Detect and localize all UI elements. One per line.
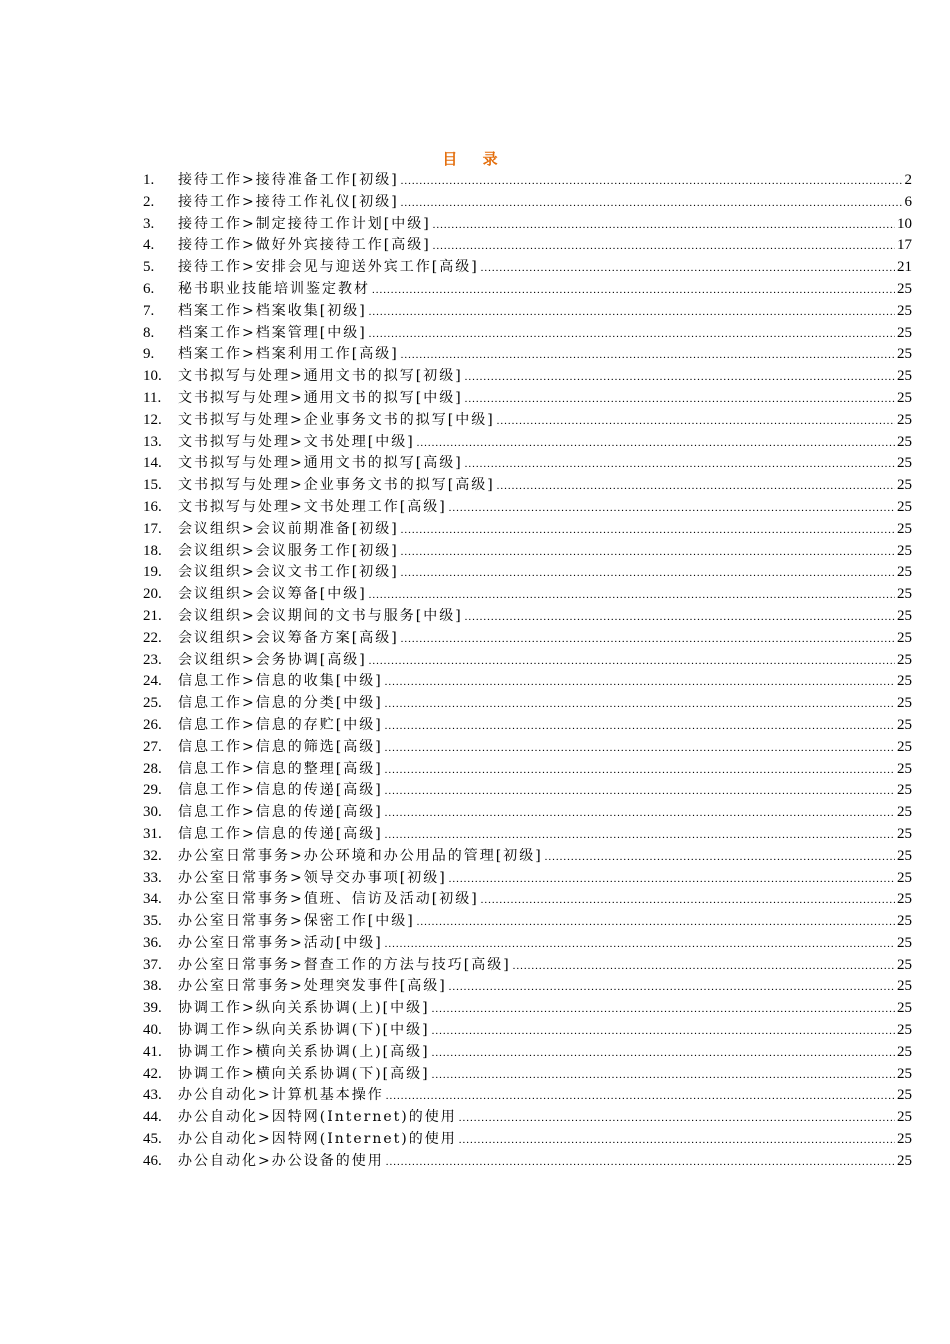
toc-entry[interactable] bbox=[143, 344, 912, 366]
toc-entry[interactable] bbox=[143, 780, 912, 802]
toc-entry-page: 17 bbox=[897, 237, 912, 254]
toc-entry[interactable] bbox=[143, 388, 912, 410]
toc-entry-page: 25 bbox=[897, 520, 912, 537]
toc-entry[interactable] bbox=[143, 453, 912, 475]
toc-entry[interactable] bbox=[143, 715, 912, 737]
toc-dot-leader bbox=[385, 934, 895, 956]
toc-entry-page: 25 bbox=[897, 1000, 912, 1017]
toc-entry[interactable] bbox=[143, 889, 912, 911]
toc-entry-page: 25 bbox=[897, 1043, 912, 1060]
toc-dot-leader bbox=[465, 607, 895, 629]
toc-dot-leader bbox=[432, 1021, 895, 1043]
toc-dot-leader bbox=[385, 716, 895, 738]
toc-entry-title: 办公室日常事务>值班、信访及活动[初级] bbox=[178, 891, 479, 908]
toc-dot-leader bbox=[432, 1043, 895, 1065]
toc-entry-page: 25 bbox=[897, 1087, 912, 1104]
toc-entry[interactable] bbox=[143, 868, 912, 890]
toc-entry-page: 25 bbox=[897, 433, 912, 450]
toc-entry-title: 文书拟写与处理>文书处理[中级] bbox=[178, 433, 415, 450]
toc-entry-number: 39. bbox=[143, 1000, 162, 1017]
toc-entry[interactable] bbox=[143, 650, 912, 672]
toc-entry-number: 41. bbox=[143, 1043, 162, 1060]
toc-entry-title: 档案工作>档案利用工作[高级] bbox=[178, 346, 399, 363]
toc-entry-number: 4. bbox=[143, 237, 155, 254]
toc-entry-title: 文书拟写与处理>通用文书的拟写[初级] bbox=[178, 368, 463, 385]
toc-entry[interactable] bbox=[143, 192, 912, 214]
toc-dot-leader bbox=[432, 999, 895, 1021]
toc-entry-page: 25 bbox=[897, 346, 912, 363]
toc-entry-number: 28. bbox=[143, 760, 162, 777]
toc-entry-number: 22. bbox=[143, 629, 162, 646]
toc-entry-title: 信息工作>信息的传递[高级] bbox=[178, 782, 383, 799]
toc-entry-page: 25 bbox=[897, 1109, 912, 1126]
toc-entry-page: 25 bbox=[897, 978, 912, 995]
toc-entry[interactable] bbox=[143, 1151, 912, 1173]
toc-entry[interactable] bbox=[143, 737, 912, 759]
toc-entry-title: 文书拟写与处理>通用文书的拟写[中级] bbox=[178, 389, 463, 406]
toc-dot-leader bbox=[433, 236, 895, 258]
toc-entry-number: 40. bbox=[143, 1022, 162, 1039]
toc-entry-number: 18. bbox=[143, 542, 162, 559]
toc-entry-number: 8. bbox=[143, 324, 155, 341]
toc-entry-number: 32. bbox=[143, 847, 162, 864]
toc-dot-leader bbox=[369, 585, 895, 607]
toc-dot-leader bbox=[369, 302, 895, 324]
toc-dot-leader bbox=[465, 367, 895, 389]
toc-dot-leader bbox=[417, 433, 895, 455]
toc-entry-title: 文书拟写与处理>通用文书的拟写[高级] bbox=[178, 455, 463, 472]
toc-entry-title: 信息工作>信息的收集[中级] bbox=[178, 673, 383, 690]
toc-entry[interactable] bbox=[143, 606, 912, 628]
toc-entry-title: 接待工作>安排会见与迎送外宾工作[高级] bbox=[178, 259, 479, 276]
toc-entry-page: 25 bbox=[897, 455, 912, 472]
toc-entry-number: 35. bbox=[143, 913, 162, 930]
toc-entry-page: 25 bbox=[897, 389, 912, 406]
toc-entry-page: 25 bbox=[897, 913, 912, 930]
toc-entry-title: 信息工作>信息的传递[高级] bbox=[178, 804, 383, 821]
toc-entry-number: 37. bbox=[143, 956, 162, 973]
toc-entry[interactable] bbox=[143, 802, 912, 824]
toc-entry[interactable] bbox=[143, 410, 912, 432]
toc-dot-leader bbox=[401, 520, 895, 542]
toc-entry-title: 办公自动化>办公设备的使用 bbox=[178, 1152, 384, 1169]
toc-entry-page: 25 bbox=[897, 498, 912, 515]
toc-entry-number: 21. bbox=[143, 607, 162, 624]
toc-entry-page: 6 bbox=[904, 193, 912, 210]
toc-dot-leader bbox=[497, 476, 895, 498]
toc-entry[interactable] bbox=[143, 824, 912, 846]
toc-entry[interactable] bbox=[143, 475, 912, 497]
toc-entry-page: 25 bbox=[897, 673, 912, 690]
toc-entry-title: 协调工作>纵向关系协调(上)[中级] bbox=[178, 1000, 430, 1017]
toc-entry-number: 46. bbox=[143, 1152, 162, 1169]
toc-entry-title: 协调工作>横向关系协调(上)[高级] bbox=[178, 1043, 430, 1060]
toc-entry-page: 25 bbox=[897, 825, 912, 842]
toc-entry[interactable] bbox=[143, 584, 912, 606]
toc-entry-page: 25 bbox=[897, 542, 912, 559]
toc-dot-leader bbox=[385, 738, 895, 760]
toc-dot-leader bbox=[459, 1130, 895, 1152]
toc-entry[interactable] bbox=[143, 235, 912, 257]
toc-entry[interactable] bbox=[143, 432, 912, 454]
toc-entry-title: 办公自动化>因特网(Internet)的使用 bbox=[178, 1109, 457, 1126]
toc-entry-page: 25 bbox=[897, 934, 912, 951]
toc-entry-page: 25 bbox=[897, 716, 912, 733]
toc-entry-number: 24. bbox=[143, 673, 162, 690]
toc-entry-title: 会议组织>会议前期准备[初级] bbox=[178, 520, 399, 537]
toc-entry[interactable] bbox=[143, 1085, 912, 1107]
toc-entry-number: 42. bbox=[143, 1065, 162, 1082]
toc-dot-leader bbox=[401, 171, 903, 193]
toc-entry-page: 25 bbox=[897, 738, 912, 755]
toc-entry[interactable] bbox=[143, 955, 912, 977]
toc-entry-title: 会议组织>会议筹备[中级] bbox=[178, 586, 367, 603]
toc-entry-title: 文书拟写与处理>企业事务文书的拟写[高级] bbox=[178, 477, 495, 494]
toc-entry[interactable] bbox=[143, 170, 912, 192]
toc-dot-leader bbox=[385, 672, 895, 694]
toc-entry-title: 会议组织>会议服务工作[初级] bbox=[178, 542, 399, 559]
toc-entry-title: 会议组织>会议文书工作[初级] bbox=[178, 564, 399, 581]
toc-entry-number: 31. bbox=[143, 825, 162, 842]
toc-entry-number: 26. bbox=[143, 716, 162, 733]
toc-entry-title: 接待工作>接待准备工作[初级] bbox=[178, 172, 399, 188]
toc-entry-page: 25 bbox=[897, 302, 912, 319]
toc-entry-number: 16. bbox=[143, 498, 162, 515]
toc-entry-title: 接待工作>接待工作礼仪[初级] bbox=[178, 193, 399, 210]
toc-entry-title: 协调工作>横向关系协调(下)[高级] bbox=[178, 1065, 430, 1082]
toc-entry-title: 文书拟写与处理>企业事务文书的拟写[中级] bbox=[178, 411, 495, 428]
toc-entry-title: 办公室日常事务>活动[中级] bbox=[178, 934, 383, 951]
toc-dot-leader bbox=[417, 912, 895, 934]
toc-entry[interactable] bbox=[143, 541, 912, 563]
toc-entry-page: 25 bbox=[897, 782, 912, 799]
toc-entry-title: 协调工作>纵向关系协调(下)[中级] bbox=[178, 1022, 430, 1039]
toc-entry-title: 信息工作>信息的传递[高级] bbox=[178, 825, 383, 842]
toc-entry-number: 17. bbox=[143, 520, 162, 537]
toc-dot-leader bbox=[433, 215, 895, 237]
toc-entry-number: 29. bbox=[143, 782, 162, 799]
toc-entry[interactable] bbox=[143, 301, 912, 323]
toc-dot-leader bbox=[401, 563, 895, 585]
toc-entry-title: 档案工作>档案管理[中级] bbox=[178, 324, 367, 341]
toc-dot-leader bbox=[449, 977, 895, 999]
toc-entry-page: 25 bbox=[897, 847, 912, 864]
toc-dot-leader bbox=[459, 1108, 895, 1130]
toc-entry-page: 25 bbox=[897, 760, 912, 777]
toc-entry-number: 19. bbox=[143, 564, 162, 581]
toc-entry-title: 文书拟写与处理>文书处理工作[高级] bbox=[178, 498, 447, 515]
toc-entry[interactable] bbox=[143, 323, 912, 345]
toc-dot-leader bbox=[385, 825, 895, 847]
toc-entry-page: 2 bbox=[904, 172, 912, 188]
toc-entry-title: 信息工作>信息的分类[中级] bbox=[178, 695, 383, 712]
toc-dot-leader bbox=[385, 694, 895, 716]
toc-entry[interactable] bbox=[143, 693, 912, 715]
toc-entry-page: 25 bbox=[897, 280, 912, 297]
toc-entry-number: 33. bbox=[143, 869, 162, 886]
toc-entry-page: 25 bbox=[897, 1152, 912, 1169]
toc-entry-page: 25 bbox=[897, 477, 912, 494]
toc-entry-number: 27. bbox=[143, 738, 162, 755]
toc-entry-page: 25 bbox=[897, 607, 912, 624]
toc-dot-leader bbox=[513, 956, 895, 978]
toc-entry-title: 秘书职业技能培训鉴定教材 bbox=[178, 280, 370, 297]
toc-dot-leader bbox=[497, 411, 895, 433]
toc-dot-leader bbox=[369, 324, 895, 346]
toc-dot-leader bbox=[386, 1152, 895, 1174]
toc-entry-page: 25 bbox=[897, 368, 912, 385]
toc-dot-leader bbox=[465, 389, 895, 411]
toc-entry-number: 7. bbox=[143, 302, 155, 319]
toc-entry-title: 办公室日常事务>处理突发事件[高级] bbox=[178, 978, 447, 995]
toc-entry-number: 13. bbox=[143, 433, 162, 450]
toc-entry[interactable] bbox=[143, 1064, 912, 1086]
toc-entry-number: 14. bbox=[143, 455, 162, 472]
toc-entry-page: 25 bbox=[897, 564, 912, 581]
toc-dot-leader bbox=[481, 258, 895, 280]
toc-entry-number: 43. bbox=[143, 1087, 162, 1104]
toc-dot-leader bbox=[401, 629, 895, 651]
toc-entry-number: 30. bbox=[143, 804, 162, 821]
toc-entry-number: 23. bbox=[143, 651, 162, 668]
toc-entry[interactable] bbox=[143, 759, 912, 781]
toc-entry-title: 会议组织>会务协调[高级] bbox=[178, 651, 367, 668]
toc-entry-page: 25 bbox=[897, 804, 912, 821]
toc-entry-title: 会议组织>会议筹备方案[高级] bbox=[178, 629, 399, 646]
toc-entry-page: 25 bbox=[897, 629, 912, 646]
toc-entry-page: 25 bbox=[897, 324, 912, 341]
toc-entry-number: 36. bbox=[143, 934, 162, 951]
toc-entry-page: 25 bbox=[897, 586, 912, 603]
toc-entry-title: 办公室日常事务>办公环境和办公用品的管理[初级] bbox=[178, 847, 543, 864]
toc-entry-title: 信息工作>信息的存贮[中级] bbox=[178, 716, 383, 733]
toc-entry[interactable] bbox=[143, 1042, 912, 1064]
toc-entry-page: 25 bbox=[897, 956, 912, 973]
toc-entry-number: 9. bbox=[143, 346, 155, 363]
toc-entry-number: 10. bbox=[143, 368, 162, 385]
toc-entry-number: 11. bbox=[143, 389, 162, 406]
toc-entry-title: 办公自动化>计算机基本操作 bbox=[178, 1087, 384, 1104]
toc-entry-page: 25 bbox=[897, 1022, 912, 1039]
toc-dot-leader bbox=[481, 890, 895, 912]
toc-dot-leader bbox=[401, 345, 895, 367]
toc-dot-leader bbox=[386, 1086, 895, 1108]
toc-entry-title: 办公室日常事务>保密工作[中级] bbox=[178, 913, 415, 930]
toc-entry-number: 20. bbox=[143, 586, 162, 603]
toc-entry[interactable] bbox=[143, 497, 912, 519]
toc-entry-page: 25 bbox=[897, 1065, 912, 1082]
toc-entry[interactable] bbox=[143, 1129, 912, 1151]
toc-entry-title: 办公自动化>因特网(Internet)的使用 bbox=[178, 1131, 457, 1148]
toc-dot-leader bbox=[369, 651, 895, 673]
toc-dot-leader bbox=[449, 869, 895, 891]
toc-entry-number: 3. bbox=[143, 215, 155, 232]
toc-title: 目 录 bbox=[442, 150, 508, 168]
toc-entry[interactable] bbox=[143, 279, 912, 301]
toc-entry-number: 6. bbox=[143, 280, 155, 297]
toc-dot-leader bbox=[545, 847, 895, 869]
toc-entry-page: 25 bbox=[897, 1131, 912, 1148]
toc-entry[interactable] bbox=[143, 1107, 912, 1129]
toc-dot-leader bbox=[385, 760, 895, 782]
toc-entry-page: 25 bbox=[897, 411, 912, 428]
toc-entry-number: 5. bbox=[143, 259, 155, 276]
toc-dot-leader bbox=[401, 193, 903, 215]
toc-entry[interactable] bbox=[143, 366, 912, 388]
toc-entry-number: 2. bbox=[143, 193, 155, 210]
toc-entry-title: 接待工作>做好外宾接待工作[高级] bbox=[178, 237, 431, 254]
toc-entry-number: 38. bbox=[143, 978, 162, 995]
toc-entry-title: 信息工作>信息的筛选[高级] bbox=[178, 738, 383, 755]
toc-entry[interactable] bbox=[143, 257, 912, 279]
toc-entry-title: 办公室日常事务>督查工作的方法与技巧[高级] bbox=[178, 956, 511, 973]
toc-entry[interactable] bbox=[143, 562, 912, 584]
toc-entry[interactable] bbox=[143, 998, 912, 1020]
toc-entry-number: 25. bbox=[143, 695, 162, 712]
toc-entry-number: 44. bbox=[143, 1109, 162, 1126]
toc-entry[interactable] bbox=[143, 911, 912, 933]
toc-entry-number: 1. bbox=[143, 172, 155, 188]
toc-dot-leader bbox=[385, 781, 895, 803]
toc-entry-number: 12. bbox=[143, 411, 162, 428]
toc-entry-page: 21 bbox=[897, 259, 912, 276]
toc-entry-page: 25 bbox=[897, 891, 912, 908]
toc-entry[interactable] bbox=[143, 671, 912, 693]
toc-list bbox=[143, 170, 912, 1173]
toc-entry-title: 接待工作>制定接待工作计划[中级] bbox=[178, 215, 431, 232]
toc-dot-leader bbox=[465, 454, 895, 476]
toc-entry-title: 会议组织>会议期间的文书与服务[中级] bbox=[178, 607, 463, 624]
toc-entry[interactable] bbox=[143, 1020, 912, 1042]
toc-dot-leader bbox=[372, 280, 895, 302]
toc-entry-title: 信息工作>信息的整理[高级] bbox=[178, 760, 383, 777]
toc-entry[interactable] bbox=[143, 976, 912, 998]
toc-entry-number: 34. bbox=[143, 891, 162, 908]
toc-dot-leader bbox=[449, 498, 895, 520]
toc-dot-leader bbox=[432, 1065, 895, 1087]
toc-entry[interactable] bbox=[143, 846, 912, 868]
toc-entry[interactable] bbox=[143, 933, 912, 955]
toc-entry-page: 25 bbox=[897, 651, 912, 668]
toc-entry[interactable] bbox=[143, 628, 912, 650]
toc-entry-page: 25 bbox=[897, 695, 912, 712]
toc-dot-leader bbox=[385, 803, 895, 825]
toc-entry-title: 档案工作>档案收集[初级] bbox=[178, 302, 367, 319]
toc-entry-page: 25 bbox=[897, 869, 912, 886]
toc-entry-number: 45. bbox=[143, 1131, 162, 1148]
toc-entry[interactable] bbox=[143, 214, 912, 236]
toc-entry[interactable] bbox=[143, 519, 912, 541]
toc-entry-page: 10 bbox=[897, 215, 912, 232]
toc-entry-number: 15. bbox=[143, 477, 162, 494]
toc-dot-leader bbox=[401, 542, 895, 564]
toc-entry-title: 办公室日常事务>领导交办事项[初级] bbox=[178, 869, 447, 886]
